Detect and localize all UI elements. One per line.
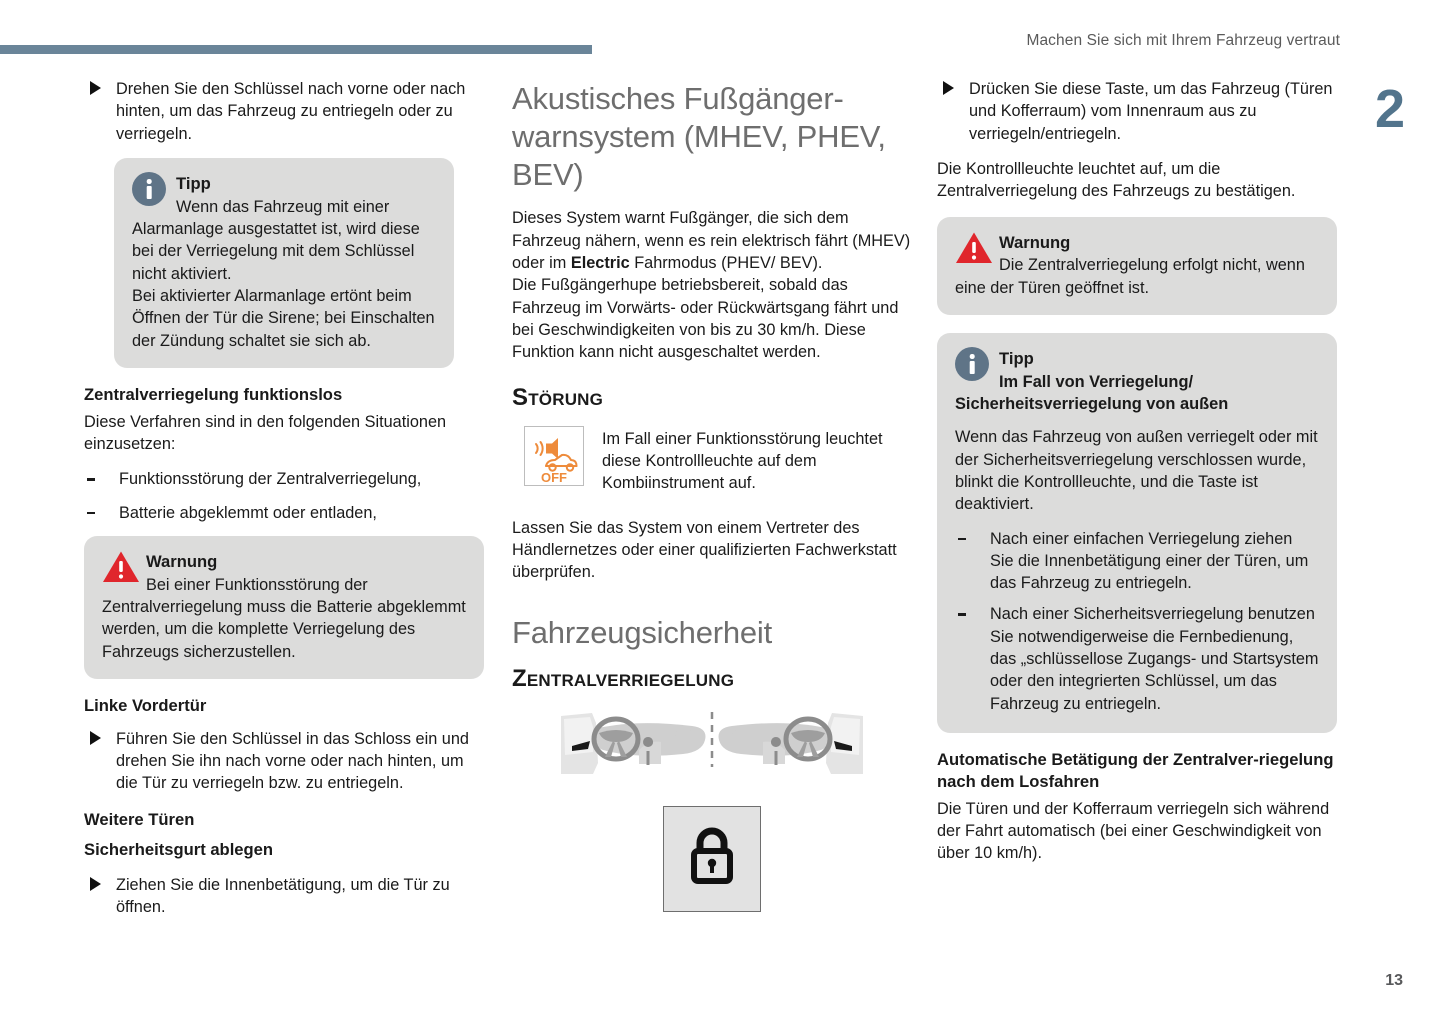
tip-callout: [937, 333, 1337, 733]
running-head: Machen Sie sich mit Ihrem Fahrzeug vertraut: [1026, 32, 1340, 49]
dash-bullet-icon: [87, 512, 95, 514]
warning-callout: [937, 217, 1337, 315]
warning-triangle-icon: [955, 231, 993, 265]
off-label: OFF: [541, 469, 567, 485]
list-item: [84, 468, 484, 490]
bullet-text: Drehen Sie den Schlüssel nach vorne oder nach hinten, um das Fahrzeug zu entriegeln oder zu verriegeln.: [116, 80, 466, 143]
rhd-interior: [719, 713, 863, 774]
callout-text-2: Bei aktivierter Alarmanlage ertönt beim Öffnen der Tür die Sirene; bei Einschalten der Zündung schaltet sie sich ab.: [132, 286, 435, 350]
callout-title: Warnung: [146, 551, 218, 571]
lhd-interior: [561, 713, 705, 774]
bullet-text: Batterie abgeklemmt oder entladen,: [119, 503, 377, 522]
central-lock-button-illustration: [512, 806, 912, 914]
heading-zentralverriegelung-funktionslos: Zentralverriegelung funktionslos: [84, 384, 343, 404]
dash-bullet-icon: [958, 613, 966, 615]
bullet-text: Ziehen Sie die Innenbetätigung, um die Tür zu öffnen.: [116, 875, 450, 916]
paragraph-hupe: Die Fußgängerhupe betriebsbereit, sobald das Fahrzeug im Vorwärts- oder Rückwärtsgang fährt und bei Geschwindigkeiten von bis zu 30 km/h. Diese Funktion kann nicht ausgeschaltet werden.: [512, 276, 899, 362]
paragraph-kontrollleuchte: Die Kontrollleuchte leuchtet auf, um die Zentralverriegelung des Fahrzeugs zu bestätigen.: [937, 159, 1296, 201]
info-icon: [132, 172, 166, 206]
text-part-1: Dieses System warnt Fußgänger, die sich dem Fahrzeug nähern, wenn es rein elektrisch fährt (MHEV) oder im: [512, 209, 911, 273]
bullet-text: Drücken Sie diese Taste, um das Fahrzeug (Türen und Kofferraum) vom Innenraum aus zu verriegeln/entriegeln.: [969, 80, 1333, 143]
column-left: [84, 78, 484, 931]
heading-stoerung-text: Störung: [512, 383, 604, 411]
chapter-number: 2: [1374, 79, 1405, 139]
padlock-icon: [664, 807, 760, 909]
list-item: [84, 728, 484, 795]
heading-zentralverriegelung: [512, 665, 912, 693]
door-lock-illustration: [512, 707, 912, 790]
info-icon: [955, 347, 989, 381]
callout-title: Tipp: [176, 173, 211, 193]
heading-automatische-betaetigung: Automatische Betätigung der Zentralver-riegelung nach dem Losfahren: [937, 750, 1334, 791]
callout-text: Wenn das Fahrzeug von außen verriegelt oder mit der Sicherheitsverriegelung verschlossen wurde, blinkt die Kontrollleuchte, und die Taste ist deaktiviert.: [955, 428, 1318, 514]
list-item: [84, 874, 484, 919]
heading-stoerung: [512, 384, 912, 412]
telltale-row: [524, 426, 912, 495]
list-item: [84, 78, 484, 145]
central-lock-button[interactable]: [663, 806, 761, 912]
heading-akustisches-fussgaengerwarnsystem: Akustisches Fußgänger-warnsystem (MHEV, PHEV, BEV): [512, 81, 886, 192]
vehicle-interior-diagram: [547, 707, 877, 785]
bullet-text: Funktionsstörung der Zentralverriegelung,: [119, 470, 422, 489]
bullet-text: Nach einer Sicherheitsverriegelung benutzen Sie notwendigerweise die Fernbedienung, das „schlüssellose Zugangs- und Startsystem oder den integrierten Schlüssel, um das Fahrzeug zu entriegeln.: [990, 605, 1319, 713]
arrow-bullet-icon: [90, 877, 101, 891]
bullet-text: Führen Sie den Schlüssel in das Schloss ein und drehen Sie ihn nach vorne oder nach hinten, um die Tür zu verriegeln bzw. zu entriegeln.: [116, 729, 469, 793]
callout-text: Die Zentralverriegelung erfolgt nicht, wenn eine der Türen geöffnet ist.: [955, 256, 1305, 297]
callout-subtitle: Im Fall von Verriegelung/ Sicherheitsverriegelung von außen: [955, 372, 1229, 413]
warning-triangle-icon: [102, 550, 140, 584]
page-columns: [0, 78, 1445, 958]
dash-bullet-icon: [958, 538, 966, 540]
list-item: [955, 528, 1319, 595]
callout-title: Warnung: [999, 232, 1071, 252]
warning-icon: [102, 550, 136, 584]
list-item: [955, 603, 1319, 715]
heading-linke-vordertuer: Linke Vordertür: [84, 695, 207, 715]
bullet-text: Nach einer einfachen Verriegelung ziehen Sie die Innenbetätigung einer der Türen, um das Fahrzeug zu entriegeln.: [990, 529, 1309, 593]
text-part-2: Fahrmodus (PHEV/ BEV).: [629, 254, 823, 273]
page-number: 13: [1385, 972, 1403, 989]
warning-callout: [84, 536, 484, 679]
paragraph: Diese Verfahren sind in den folgenden Situationen einzusetzen:: [84, 412, 447, 454]
electric-mode-label: Electric: [570, 254, 630, 273]
list-item: [84, 502, 484, 524]
arrow-bullet-icon: [90, 731, 101, 745]
list-item: [937, 78, 1337, 145]
paragraph-automatische: Die Türen und der Kofferraum verriegeln sich während der Fahrt automatisch (bei einer Geschwindigkeit von über 10 km/h).: [937, 799, 1330, 863]
warning-icon: [955, 231, 989, 265]
arrow-bullet-icon: [90, 81, 101, 95]
heading-sicherheitsgurt-ablegen: Sicherheitsgurt ablegen: [84, 839, 274, 859]
column-right: [937, 78, 1337, 878]
callout-title: Tipp: [999, 348, 1034, 368]
column-middle: [512, 78, 912, 914]
paragraph-pruefen: Lassen Sie das System von einem Vertreter des Händlernetzes oder einer qualifizierten Fachwerkstatt überprüfen.: [512, 518, 897, 582]
paragraph-system-beschreibung: [512, 207, 912, 274]
tip-callout: [114, 158, 454, 368]
dash-bullet-icon: [87, 478, 95, 480]
callout-text: Bei einer Funktionsstörung der Zentralverriegelung muss die Batterie abgeklemmt werden, um die komplette Verriegelung des Fahrzeugs sicherzustellen.: [102, 575, 466, 661]
pedestrian-warning-off-icon: [524, 426, 584, 486]
callout-text-1: Wenn das Fahrzeug mit einer Alarmanlage ausgestattet ist, wird diese bei der Verriegelung mit dem Schlüssel nicht aktiviert.: [132, 197, 420, 283]
telltale-description: Im Fall einer Funktionsstörung leuchtet diese Kontrollleuchte auf dem Kombiinstrument auf.: [602, 429, 883, 493]
heading-zentralverriegelung-text: Zentralverriegelung: [512, 665, 735, 693]
accent-bar: [0, 45, 592, 54]
heading-fahrzeugsicherheit: Fahrzeugsicherheit: [512, 614, 773, 650]
heading-weitere-tueren: Weitere Türen: [84, 809, 195, 829]
arrow-bullet-icon: [943, 81, 954, 95]
